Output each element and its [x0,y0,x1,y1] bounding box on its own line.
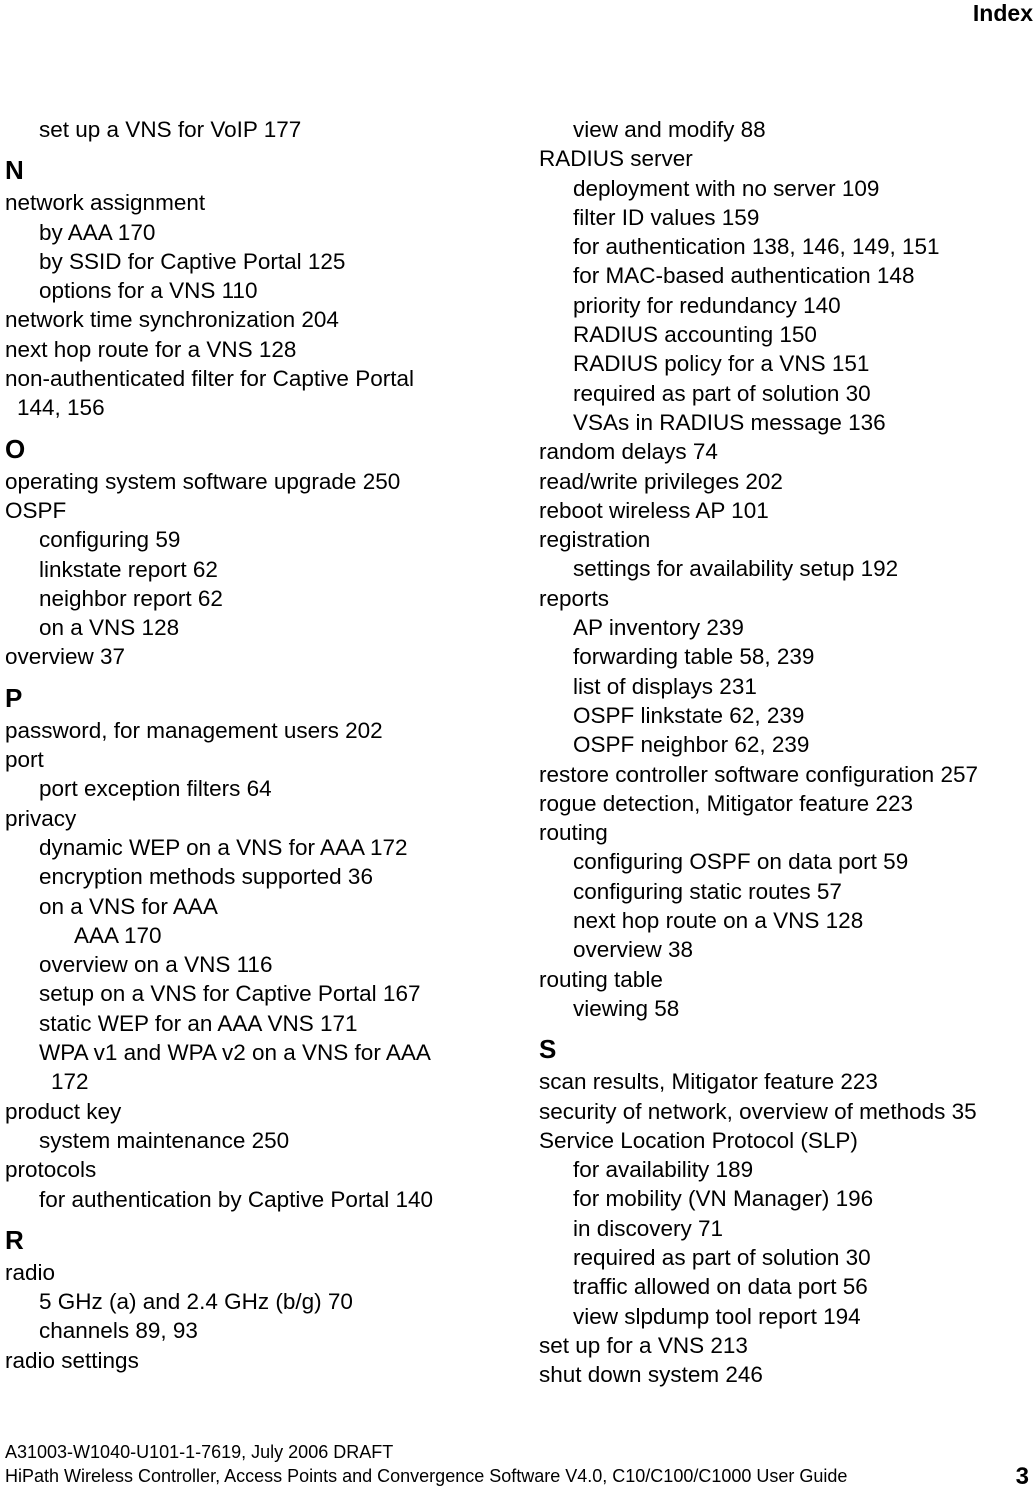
index-subentry: view slpdump tool report 194 [573,1303,861,1329]
index-subentry: list of displays 231 [573,673,757,699]
index-entry: rogue detection, Mitigator feature 223 [539,790,913,816]
page-footer [5,1440,847,1488]
index-subentry: dynamic WEP on a VNS for AAA 172 [39,834,408,860]
index-subentry: 144, 156 [17,395,105,421]
index-entry: port [5,747,44,773]
index-subentry: view and modify 88 [573,117,766,142]
index-entry: set up for a VNS 213 [539,1332,748,1358]
index-entry: reboot wireless AP 101 [539,497,769,523]
index-subentry: configuring OSPF on data port 59 [573,849,909,875]
index-subentry: OSPF neighbor 62, 239 [573,732,810,758]
index-subentry: VSAs in RADIUS message 136 [573,409,886,435]
index-entry: network time synchronization 204 [5,307,339,333]
index-subentry: AP inventory 239 [573,615,744,641]
index-entry: read/write privileges 202 [539,468,783,494]
index-subentry: AAA 170 [74,922,162,948]
index-subentry: RADIUS accounting 150 [573,322,817,348]
index-subentry: port exception filters 64 [39,776,272,802]
index-entry: routing table [539,966,663,992]
index-subentry: setup on a VNS for Captive Portal 167 [39,981,421,1007]
index-subentry: required as part of solution 30 [573,1244,871,1270]
index-subentry: filter ID values 159 [573,204,760,230]
index-entry: radio [5,1259,56,1285]
index-entry: OSPF [5,497,67,523]
index-subentry: configuring 59 [39,527,181,553]
index-column-left [5,115,505,1375]
index-entry: restore controller software configuration 257 [539,761,978,787]
index-subentry: encryption methods supported 36 [39,864,373,890]
index-subentry: for mobility (VN Manager) 196 [573,1186,874,1212]
index-subentry: for authentication 138, 146, 149, 151 [573,234,940,260]
index-subentry: by SSID for Captive Portal 125 [39,248,346,274]
index-entry: operating system software upgrade 250 [5,468,401,494]
index-letter-heading: P [5,682,23,713]
index-subentry: overview 38 [573,937,694,963]
index-entry: random delays 74 [539,439,718,465]
footer-product-title: HiPath Wireless Controller, Access Points and Convergence Software V4.0, C10/C100/C1000 User Guide [5,1466,848,1486]
index-entry: scan results, Mitigator feature 223 [539,1069,878,1095]
index-letter-heading: N [5,155,24,186]
index-subentry: overview on a VNS 116 [39,952,273,978]
footer-doc-id: A31003-W1040-U101-1-7619, July 2006 DRAFT [5,1442,394,1462]
index-entry: RADIUS server [539,146,693,172]
index-entry: non-authenticated filter for Captive Portal [5,366,414,392]
index-subentry: channels 89, 93 [39,1318,198,1344]
index-subentry: static WEP for an AAA VNS 171 [39,1010,358,1036]
index-subentry: 5 GHz (a) and 2.4 GHz (b/g) 70 [39,1289,353,1315]
index-subentry: next hop route on a VNS 128 [573,908,864,934]
index-subentry: in discovery 71 [573,1215,724,1241]
index-letter-heading: R [5,1224,24,1255]
index-subentry: traffic allowed on data port 56 [573,1274,868,1300]
index-entry: reports [539,585,610,611]
index-subentry: WPA v1 and WPA v2 on a VNS for AAA [39,1040,431,1066]
index-subentry: forwarding table 58, 239 [573,644,815,670]
index-subentry: priority for redundancy 140 [573,292,841,318]
page-number: 3 [1015,1463,1029,1490]
index-entry: protocols [5,1157,97,1183]
index-subentry: required as part of solution 30 [573,380,871,406]
index-subentry: system maintenance 250 [39,1127,290,1153]
index-entry: overview 37 [5,644,126,670]
index-subentry: settings for availability setup 192 [573,556,899,582]
index-entry: routing [539,820,608,846]
index-subentry: 172 [51,1069,89,1095]
page-header-title: Index [972,0,1033,26]
index-subentry: neighbor report 62 [39,585,223,611]
index-subentry: options for a VNS 110 [39,278,258,304]
index-entry: registration [539,527,651,553]
index-entry: password, for management users 202 [5,717,383,743]
index-subentry: linkstate report 62 [39,556,218,582]
index-subentry: by AAA 170 [39,219,156,245]
index-entry: network assignment [5,190,206,216]
index-subentry: for MAC-based authentication 148 [573,263,915,289]
index-subentry: deployment with no server 109 [573,175,880,201]
index-entry: security of network, overview of methods 35 [539,1098,977,1124]
index-entry: Service Location Protocol (SLP) [539,1127,858,1153]
index-subentry: on a VNS 128 [39,615,180,641]
index-column-right [539,115,1033,1389]
index-subentry: viewing 58 [573,995,680,1021]
index-entry: product key [5,1098,122,1124]
index-subentry: for authentication by Captive Portal 140 [39,1186,433,1212]
index-entry: privacy [5,805,77,831]
index-entry: shut down system 246 [539,1362,763,1388]
index-entry: next hop route for a VNS 128 [5,336,297,362]
index-subentry: configuring static routes 57 [573,878,842,904]
index-letter-heading: S [539,1034,557,1065]
index-subentry: RADIUS policy for a VNS 151 [573,351,870,377]
index-subentry: on a VNS for AAA [39,893,218,919]
index-entry: radio settings [5,1347,139,1373]
index-subentry: set up a VNS for VoIP 177 [39,117,302,142]
index-subentry: for availability 189 [573,1157,754,1183]
index-letter-heading: O [5,433,26,464]
index-subentry: OSPF linkstate 62, 239 [573,702,805,728]
